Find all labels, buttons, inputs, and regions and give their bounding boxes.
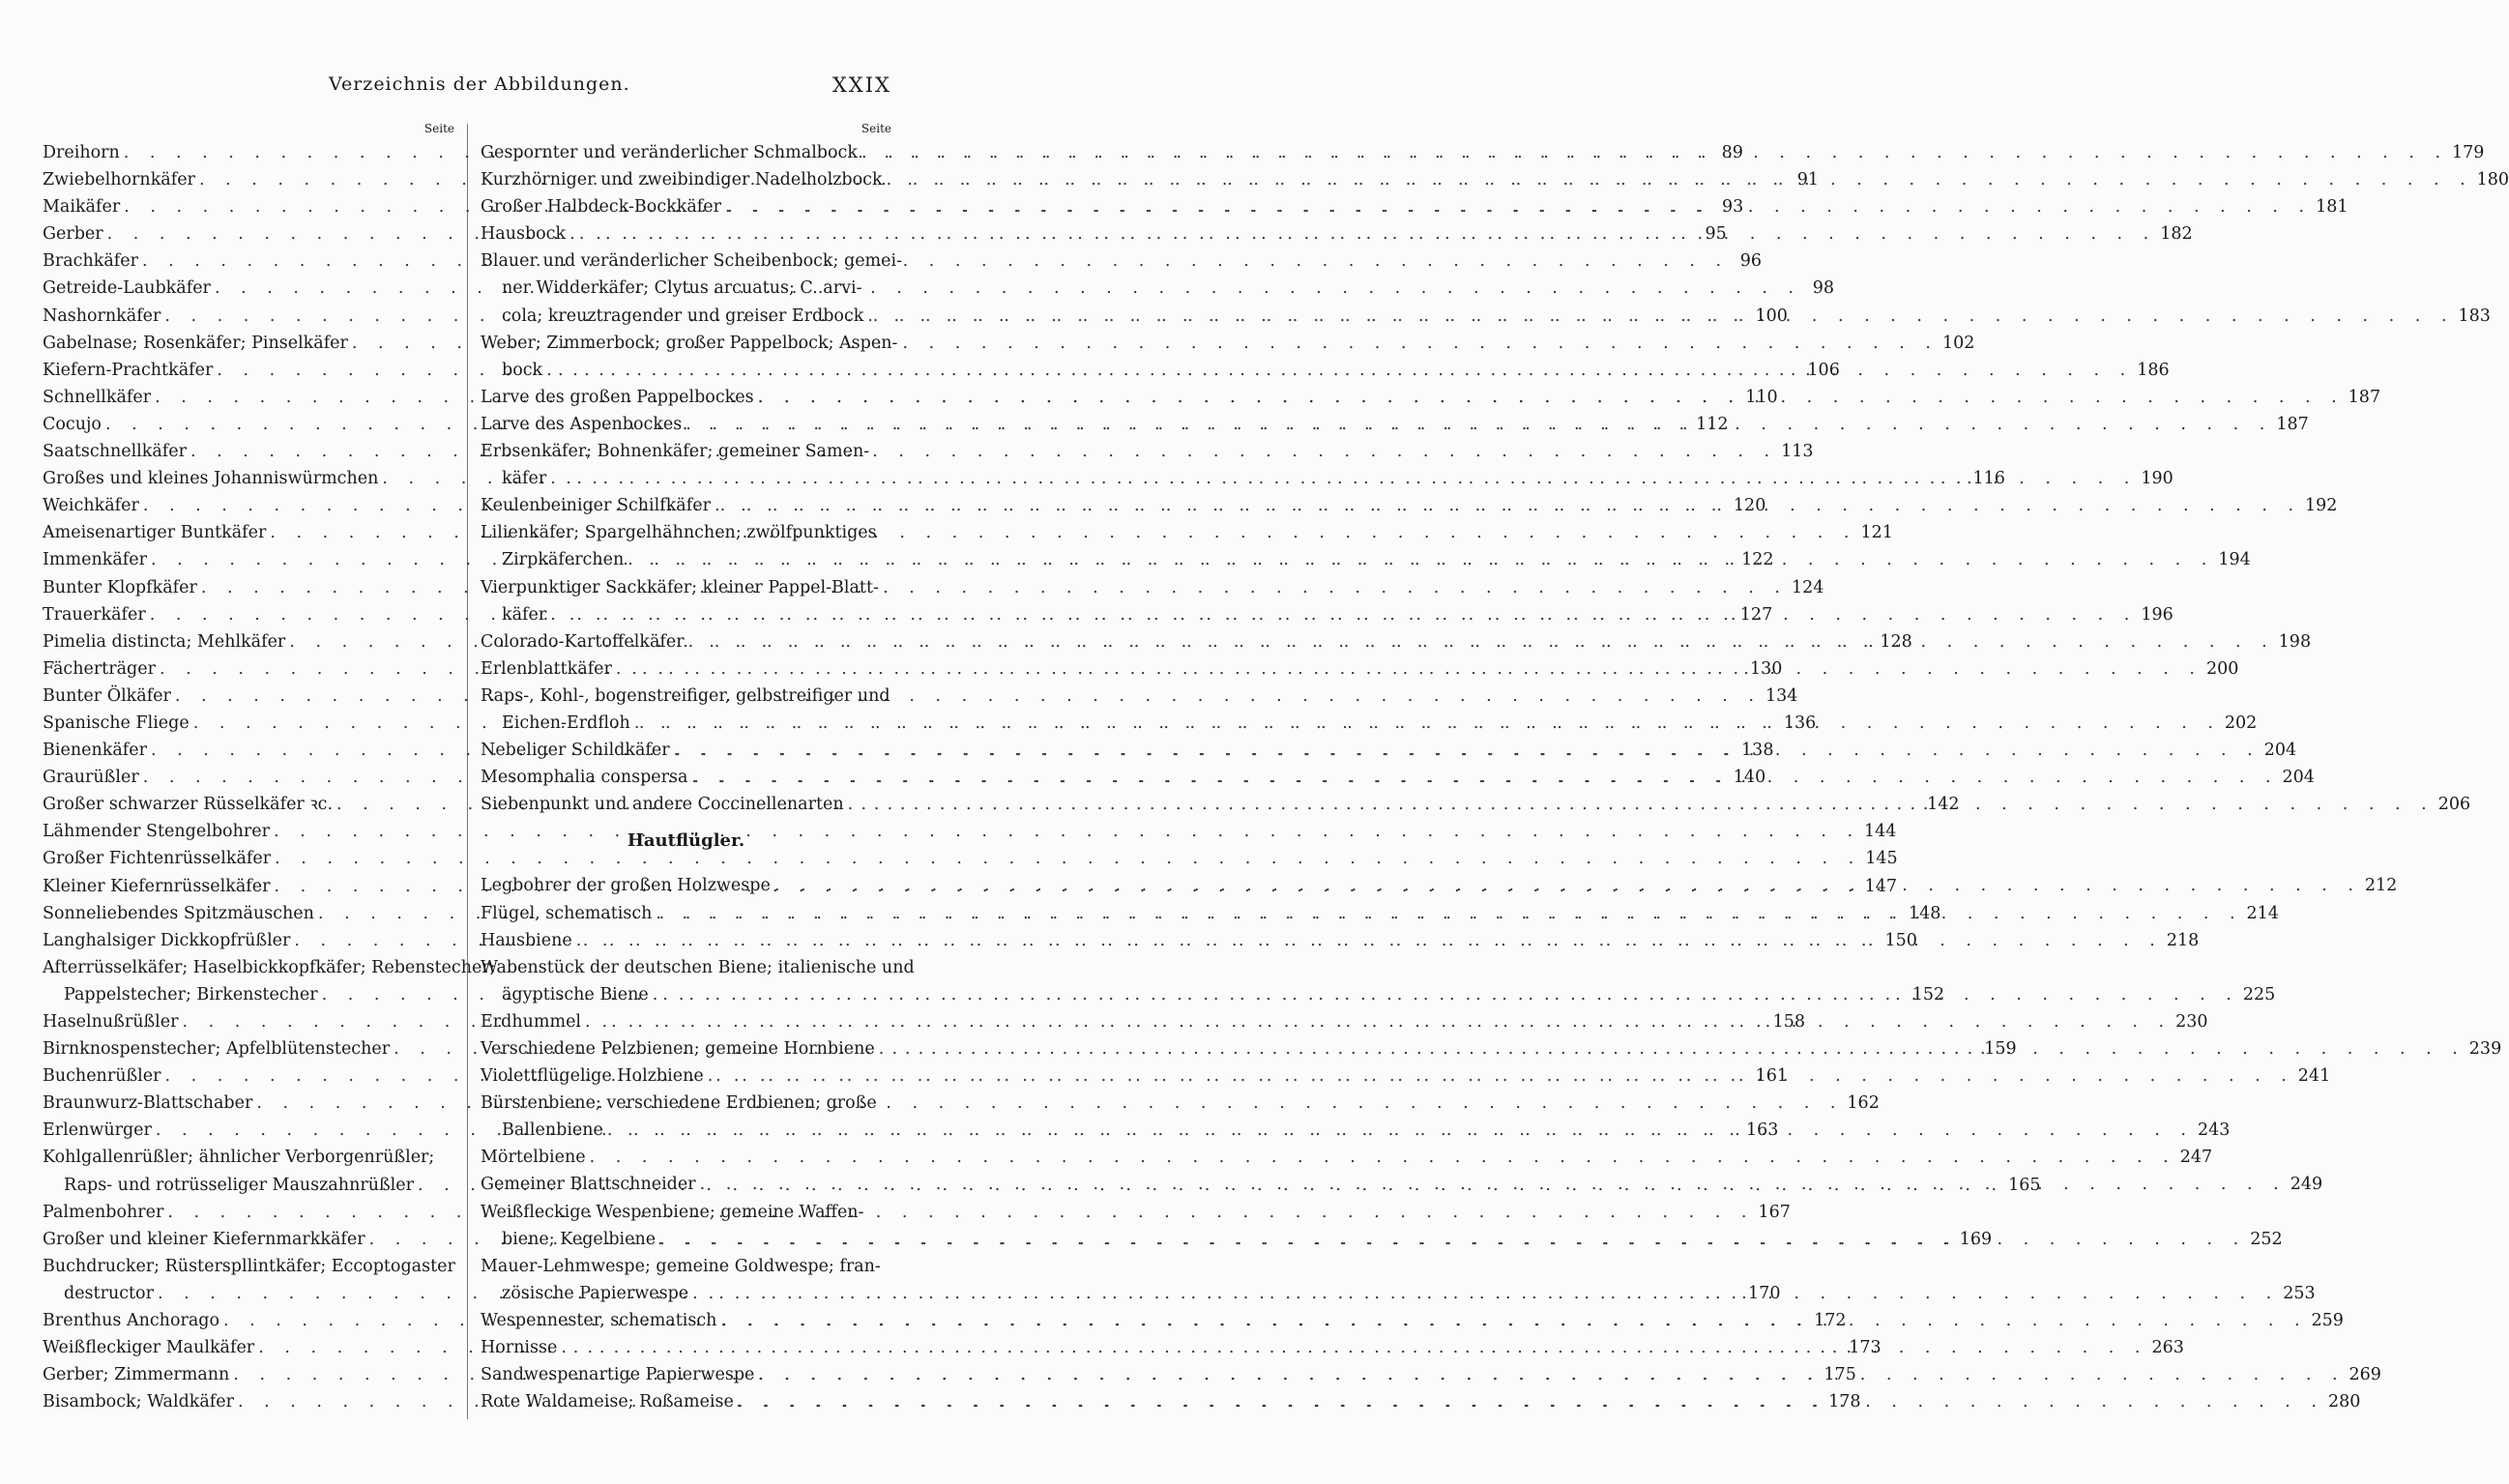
- entry-title: Weichkäfer: [43, 496, 139, 516]
- entry-title: Nebeliger Schildkäfer: [481, 741, 670, 761]
- entry-title: Buchdrucker; Rüsterspllintkäfer; Eccoptogaster: [43, 1256, 455, 1276]
- dot-leader: [546, 357, 2133, 384]
- entry-page-number: 122: [1741, 550, 1774, 570]
- entry-title: Palmenbohrer: [43, 1202, 164, 1222]
- entry-title: Braunwurz-Blattschaber: [43, 1093, 253, 1114]
- dot-leader: [688, 628, 2275, 655]
- entry-title: Cocujo: [43, 414, 102, 434]
- dot-leader: [561, 1334, 2147, 1361]
- entry-title: Larve des großen Pappelbockes: [481, 387, 754, 407]
- entry-title: Zirpkäferchen: [502, 550, 625, 570]
- entry-title: käfer: [502, 604, 547, 625]
- entry-page-number: 194: [2218, 550, 2251, 570]
- page-title: Verzeichnis der Abbildungen.: [329, 73, 630, 95]
- entry-page-number: 212: [2364, 876, 2398, 896]
- entry-title: Saatschnellkäfer: [43, 442, 187, 462]
- dot-leader: [550, 465, 2137, 492]
- entry-page-number: 239: [2468, 1039, 2502, 1059]
- dot-leader: [725, 193, 2312, 220]
- entry-page-number: 175: [1823, 1365, 1856, 1385]
- entry-title: Mörtelbiene: [481, 1148, 586, 1168]
- entry-page-number: 200: [2206, 658, 2239, 679]
- entry-title: Gabelnase; Rosenkäfer; Pinselkäfer: [43, 333, 348, 353]
- entry-title: Dreihorn: [43, 143, 120, 162]
- entry-title: Pimelia distincta; Mehlkäfer: [43, 631, 286, 652]
- entry-title: Hausbiene: [481, 930, 572, 950]
- entry-title: Haselnußrüßler: [43, 1012, 179, 1032]
- dot-leader: [758, 1361, 2345, 1388]
- entry-title: Lähmender Stengelbohrer: [43, 822, 270, 842]
- entry-title: Colorado-Kartoffelkäfer: [481, 631, 685, 652]
- entry-page-number: 106: [1807, 360, 1840, 380]
- dot-leader: [867, 303, 2454, 330]
- entry-page-number: 96: [1739, 251, 1763, 272]
- dot-leader: [142, 247, 1729, 275]
- entry-page-number: 128: [1880, 631, 1912, 652]
- entry-title: Erlenblattkäfer: [481, 658, 612, 679]
- dot-leader: [616, 655, 2203, 683]
- entry-page-number: 121: [1860, 523, 1893, 543]
- dot-leader: [674, 737, 2261, 764]
- entry-title: Mesomphalia conspersa: [481, 768, 688, 788]
- entry-page-number: 169: [1959, 1229, 1993, 1249]
- entry-title: Erdhummel: [481, 1011, 582, 1032]
- entry-page-number: 192: [2305, 496, 2338, 516]
- dot-leader: [692, 1280, 2279, 1307]
- entry-page-number: 116: [1972, 469, 2005, 489]
- index-entry: [481, 438, 891, 465]
- dot-leader: [590, 1144, 2176, 1171]
- entry-page-number: 144: [1864, 822, 1897, 842]
- entry-title: Zwiebelhornkäfer: [43, 170, 195, 190]
- index-entry: [481, 247, 903, 275]
- entry-title: ner Widderkäfer; Clytus arcuatus; C. arvi-: [502, 278, 862, 299]
- entry-title: Langhalsiger Dickkopfrüßler: [43, 930, 291, 950]
- entry-page-number: 218: [2166, 930, 2200, 950]
- entry-title: Lilienkäfer; Spargelhähnchen; zwölfpunktiges: [481, 523, 877, 543]
- entry-title: Kiefern-Prachtkäfer: [43, 360, 214, 380]
- entry-page-number: 204: [2282, 768, 2315, 788]
- entry-page-number: 89: [1721, 143, 1743, 162]
- entry-page-number: 127: [1739, 604, 1773, 625]
- dot-leader: [167, 1199, 1754, 1226]
- entry-title: Raps-, Kohl-, bogenstreifiger, gelbstreifiger und: [481, 685, 890, 706]
- dot-leader: [656, 900, 2242, 927]
- entry-page-number: 91: [1796, 170, 1820, 190]
- entry-title: Großer Fichtenrüsselkäfer: [43, 849, 272, 869]
- entry-title: Bunter Ölkäfer: [43, 685, 171, 706]
- index-entry: [43, 1144, 454, 1171]
- dot-leader: [201, 574, 1788, 601]
- entry-page-number: 182: [2160, 224, 2193, 245]
- entry-title: Maikäfer: [43, 197, 121, 218]
- entry-title: Getreide-Laubkäfer: [43, 278, 211, 299]
- entry-title: Sandwespenartige Papierwespe: [481, 1365, 755, 1385]
- entry-title: Wespennester, schematisch: [481, 1310, 717, 1330]
- entry-title: Pappelstecher; Birkenstecher: [64, 984, 318, 1004]
- index-entry: [43, 845, 1898, 872]
- entry-page-number: 159: [1984, 1039, 2017, 1060]
- entry-page-number: 214: [2246, 903, 2279, 923]
- entry-page-number: 280: [2327, 1392, 2361, 1412]
- dot-leader: [691, 764, 2278, 791]
- entry-page-number: 148: [1909, 903, 1941, 923]
- entry-page-number: 120: [1733, 496, 1766, 516]
- entry-title: Gerber: [43, 224, 103, 245]
- dot-leader: [758, 384, 2345, 411]
- entry-page-number: 163: [1746, 1120, 1779, 1141]
- entry-page-number: 152: [1911, 984, 1945, 1004]
- dot-leader: [879, 1035, 2465, 1062]
- entry-title: Gespornter und veränderlicher Schmalbock: [481, 143, 858, 162]
- entry-title: Larve des Aspenbockes: [481, 414, 683, 434]
- entry-title: Bürstenbiene; verschiedene Erdbienen; große: [481, 1093, 877, 1114]
- entry-title: Trauerkäfer: [43, 604, 146, 625]
- dot-leader: [659, 1226, 2246, 1253]
- entry-page-number: 134: [1765, 685, 1798, 706]
- entry-page-number: 150: [1884, 930, 1917, 950]
- entry-page-number: 95: [1705, 224, 1727, 245]
- index-entry: [481, 275, 891, 302]
- entry-title: Wabenstück der deutschen Biene; italienische und: [481, 957, 915, 977]
- dot-leader: [190, 438, 1777, 465]
- entry-page-number: 241: [2297, 1066, 2331, 1087]
- index-entry: [43, 954, 496, 981]
- index-entry: [481, 1090, 891, 1117]
- entry-page-number: 112: [1696, 414, 1729, 434]
- seite-label: Seite: [423, 122, 454, 135]
- entry-page-number: 93: [1722, 197, 1744, 218]
- entry-title: Großer Halbdeck-Bockkäfer: [481, 197, 721, 218]
- entry-page-number: 225: [2242, 984, 2276, 1004]
- dot-leader: [686, 411, 2272, 438]
- entry-page-number: 252: [2250, 1229, 2283, 1249]
- index-entry: [481, 1199, 891, 1226]
- entry-page-number: 142: [1927, 795, 1960, 815]
- entry-title: Afterrüsselkäfer; Haselbickkopfkäfer; Rebenstecher;: [43, 957, 496, 977]
- dot-leader: [848, 791, 2435, 818]
- entry-page-number: 181: [2316, 197, 2349, 218]
- entry-page-number: 98: [1812, 278, 1835, 299]
- dot-leader: [700, 1171, 2287, 1198]
- entry-page-number: 247: [2179, 1148, 2213, 1168]
- entry-title: Nashornkäfer: [43, 306, 161, 326]
- entry-title: Ballenbiene: [502, 1120, 603, 1141]
- entry-page-number: 130: [1750, 658, 1783, 679]
- entry-title: destructor: [64, 1283, 154, 1303]
- entry-page-number: 110: [1745, 387, 1778, 407]
- entry-page-number: 206: [2437, 795, 2471, 815]
- dot-leader: [576, 927, 2163, 954]
- entry-title: Bienenkäfer: [43, 741, 147, 761]
- entry-title: Brachkäfer: [43, 251, 138, 272]
- entry-title: Raps- und rotrüsseliger Mauszahnrüßler: [64, 1175, 414, 1195]
- entry-page-number: 124: [1791, 577, 1824, 597]
- dot-leader: [569, 220, 2156, 247]
- entry-title: Erbsenkäfer; Bohnenkäfer; gemeiner Samen-: [481, 442, 870, 462]
- index-entry: [43, 601, 1773, 628]
- entry-title: Fächerträger: [43, 658, 156, 679]
- entry-title: biene; Kegelbiene: [502, 1229, 656, 1249]
- dot-leader: [653, 981, 2239, 1008]
- entry-title: Vierpunktiger Sackkäfer; kleiner Pappel-Blatt-: [481, 577, 879, 597]
- entry-page-number: 172: [1814, 1311, 1847, 1331]
- entry-title: Sonneliebendes Spitzmäuschen: [43, 903, 314, 923]
- entry-title: Weißfleckige Wespenbiene; gemeine Waffen-: [481, 1202, 864, 1222]
- entry-page-number: 100: [1755, 306, 1788, 326]
- entry-title: Bunter Klopfkäfer: [43, 577, 197, 597]
- index-entry: [481, 1144, 2213, 1171]
- entry-page-number: 170: [1748, 1283, 1781, 1303]
- dot-leader: [720, 1307, 2307, 1334]
- entry-page-number: 165: [2008, 1175, 2041, 1195]
- seite-label: Seite: [861, 122, 891, 135]
- entry-page-number: 187: [2276, 414, 2309, 434]
- entry-page-number: 269: [2349, 1365, 2381, 1385]
- entry-title: Brenthus Anchorago: [43, 1311, 220, 1331]
- entry-page-number: 259: [2311, 1310, 2344, 1330]
- dot-leader: [215, 275, 1801, 302]
- entry-page-number: 138: [1741, 741, 1774, 761]
- entry-title: Hornisse: [481, 1338, 558, 1358]
- entry-page-number: 253: [2283, 1283, 2316, 1303]
- entry-title: Keulenbeiniger Schilfkäfer: [481, 496, 711, 516]
- entry-title: Großer und kleiner Kiefernmarkkäfer: [43, 1229, 365, 1249]
- dot-leader: [627, 546, 2214, 573]
- dot-leader: [774, 872, 2361, 899]
- entry-title: Bisambock; Waldkäfer: [43, 1392, 235, 1412]
- entry-page-number: 167: [1758, 1202, 1791, 1222]
- dot-leader: [708, 1062, 2294, 1090]
- entry-title: Flügel, schematisch: [481, 903, 653, 923]
- entry-title: Buchenrüßler: [43, 1066, 161, 1087]
- entry-page-number: 161: [1755, 1066, 1788, 1087]
- entry-title: Birnknospenstecher; Apfelblütenstecher: [43, 1039, 391, 1060]
- dot-leader: [585, 1008, 2172, 1035]
- dot-leader: [715, 492, 2301, 519]
- entry-page-number: 113: [1781, 442, 1814, 462]
- entry-title: käfer: [502, 469, 547, 489]
- entry-page-number: 180: [2476, 170, 2509, 190]
- entry-title: Violettflügelige Holzbiene: [481, 1066, 704, 1087]
- entry-title: Siebenpunkt und andere Coccinellenarten: [481, 795, 844, 815]
- entry-title: ägyptische Biene: [502, 984, 649, 1004]
- dot-leader: [607, 1117, 2194, 1144]
- entry-title: Blauer und veränderlicher Scheibenbock; gemei-: [481, 251, 903, 272]
- entry-page-number: 196: [2141, 604, 2173, 625]
- entry-page-number: 102: [1942, 333, 1975, 353]
- entry-title: Legbohrer der großen Holzwespe: [481, 876, 771, 896]
- entry-title: Kohlgallenrüßler; ähnlicher Verborgenrüßler;: [43, 1148, 435, 1168]
- entry-page-number: 230: [2175, 1011, 2208, 1032]
- entry-title: cola; kreuztragender und greiser Erdbock: [502, 306, 864, 326]
- entry-title: Mauer-Lehmwespe; gemeine Goldwespe; fran-: [481, 1256, 881, 1276]
- entry-title: Immenkäfer: [43, 550, 147, 570]
- entry-page-number: 178: [1828, 1392, 1861, 1412]
- entry-title: Graurüßler: [43, 768, 139, 788]
- page-number: XXIX: [831, 73, 891, 97]
- entry-title: Verschiedene Pelzbienen; gemeine Hornbiene: [481, 1039, 875, 1059]
- entry-title: Gerber; Zimmermann: [43, 1365, 230, 1385]
- dot-leader: [550, 601, 2137, 628]
- entry-page-number: 162: [1847, 1093, 1880, 1114]
- dot-leader: [887, 166, 2473, 193]
- index-entry: [481, 1253, 891, 1280]
- entry-title: Kleiner Kiefernrüsselkäfer: [43, 876, 271, 896]
- index-entry: [481, 574, 891, 601]
- entry-title: bock: [502, 360, 543, 380]
- index-entry: [481, 954, 915, 981]
- entry-page-number: 249: [2290, 1175, 2323, 1195]
- entry-title: Eichen-Erdfloh: [502, 713, 630, 733]
- entry-page-number: 136: [1783, 713, 1817, 733]
- entry-page-number: 145: [1865, 849, 1898, 869]
- entry-title: Weber; Zimmerbock; großer Pappelbock; Aspen-: [481, 333, 898, 353]
- entry-page-number: 183: [2458, 306, 2491, 326]
- entry-page-number: 173: [1849, 1338, 1882, 1358]
- entry-page-number: 158: [1772, 1012, 1806, 1032]
- dot-leader: [861, 139, 2448, 166]
- entry-title: Ameisenartiger Buntkäfer: [43, 523, 267, 543]
- entry-page-number: 202: [2224, 713, 2258, 733]
- entry-title: zösische Papierwespe: [502, 1283, 689, 1303]
- index-entry: [481, 519, 891, 546]
- index-entry: [43, 1253, 454, 1280]
- entry-title: Weißfleckiger Maulkäfer: [43, 1338, 255, 1358]
- section-heading: Hautflügler.: [627, 830, 745, 852]
- entry-page-number: 187: [2348, 387, 2381, 407]
- entry-page-number: 147: [1864, 876, 1897, 896]
- entry-page-number: 140: [1733, 768, 1766, 788]
- index-entry: [481, 330, 898, 357]
- entry-page-number: 243: [2198, 1120, 2231, 1141]
- dot-leader: [738, 1388, 2324, 1415]
- dot-leader: [175, 683, 1762, 710]
- entry-title: Rote Waldameise; Roßameise: [481, 1392, 734, 1412]
- entry-page-number: 190: [2141, 469, 2173, 489]
- dot-leader: [634, 710, 2221, 737]
- entry-title: Spanische Fliege: [43, 713, 190, 733]
- entry-title: Kurzhörniger und zweibindiger Nadelholzbock: [481, 170, 883, 190]
- entry-page-number: 263: [2151, 1338, 2184, 1358]
- entry-page-number: 198: [2278, 631, 2312, 652]
- entry-page-number: 186: [2137, 360, 2170, 380]
- entry-page-number: 204: [2263, 741, 2297, 761]
- entry-title: Großer schwarzer Rüsselkäfer ꝛc.: [43, 795, 334, 815]
- index-entry: [481, 683, 891, 710]
- page-header: [0, 73, 919, 102]
- entry-title: Großes und kleines Johanniswürmchen: [43, 469, 379, 489]
- entry-title: Gemeiner Blattschneider: [481, 1175, 696, 1195]
- entry-title: Hausbock: [481, 224, 567, 245]
- entry-title: Erlenwürger: [43, 1120, 152, 1141]
- entry-title: Schnellkäfer: [43, 387, 152, 407]
- entry-page-number: 179: [2452, 143, 2485, 162]
